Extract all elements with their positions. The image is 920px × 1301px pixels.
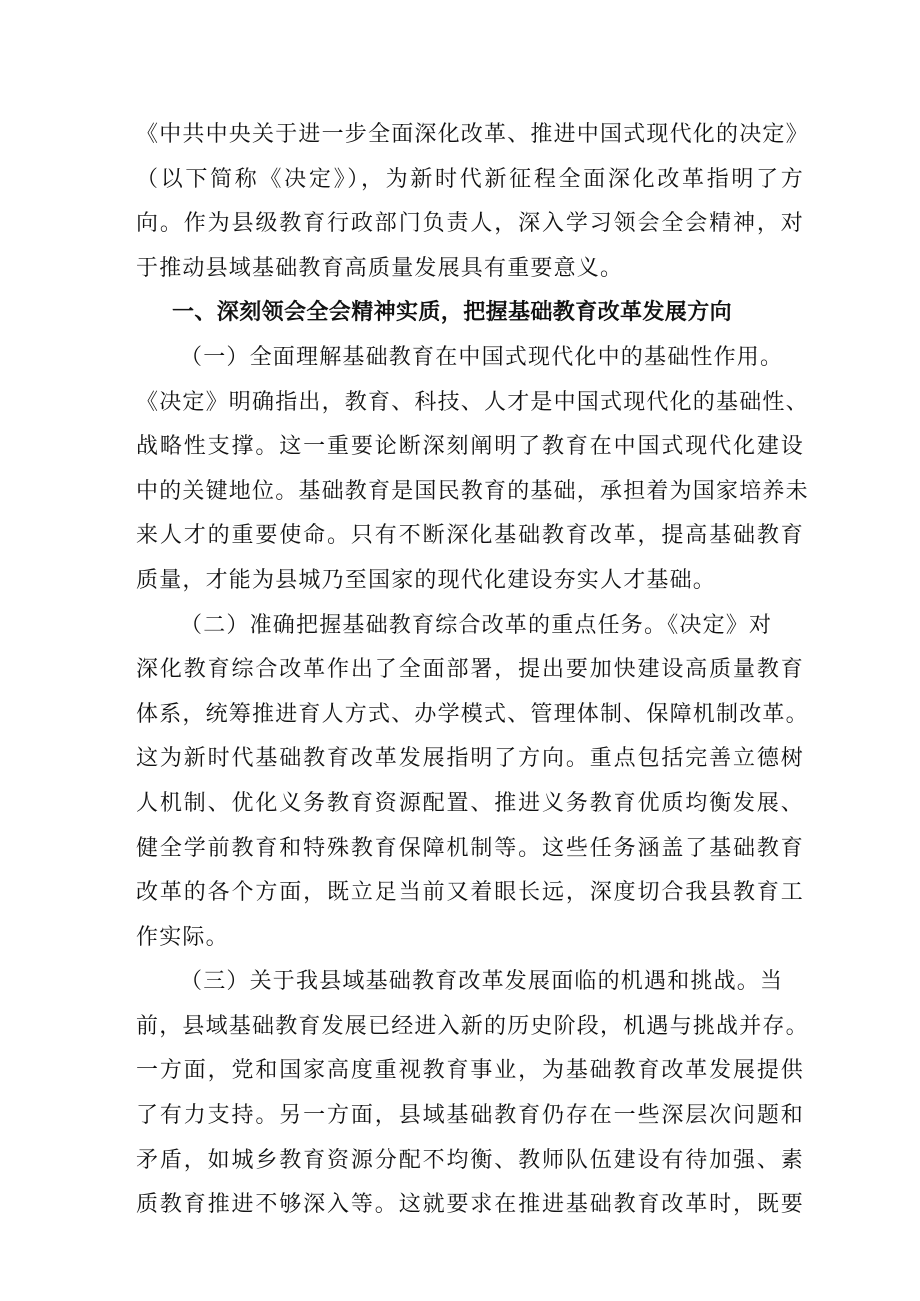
paragraph-line: 深化教育综合改革作出了全面部署，提出要加快建设高质量教育	[136, 657, 804, 683]
paragraph-line: 作实际。	[136, 924, 229, 950]
section-heading: 一、深刻领会全会精神实质，把握基础教育改革发展方向	[172, 300, 733, 326]
paragraph-line: 向。作为县级教育行政部门负责人，深入学习领会全会精神，对	[136, 211, 804, 237]
paragraph-line: 《决定》明确指出，教育、科技、人才是中国式现代化的基础性、	[136, 389, 809, 415]
paragraph-line: 战略性支撑。这一重要论断深刻阐明了教育在中国式现代化建设	[136, 434, 804, 460]
paragraph-line: 《中共中央关于进一步全面深化改革、推进中国式现代化的决定》	[136, 122, 809, 147]
paragraph-line: 于推动县域基础教育高质量发展具有重要意义。	[136, 255, 624, 281]
paragraph-line: （二）准确把握基础教育综合改革的重点任务。《决定》对	[180, 612, 773, 638]
paragraph-line: 前，县域基础教育发展已经进入新的历史阶段，机遇与挑战并存。	[136, 1013, 809, 1039]
paragraph-line: 了有力支持。另一方面，县域基础教育仍存在一些深层次问题和	[136, 1103, 804, 1129]
paragraph-line: 质教育推进不够深入等。这就要求在推进基础教育改革时，既要	[136, 1192, 804, 1218]
paragraph-line: 一方面，党和国家高度重视教育事业，为基础教育改革发展提供	[136, 1058, 804, 1084]
paragraph-line: 体系，统筹推进育人方式、办学模式、管理体制、保障机制改革。	[136, 701, 809, 727]
paragraph-line: （三）关于我县域基础教育改革发展面临的机遇和挑战。当	[180, 969, 784, 995]
paragraph-line: 改革的各个方面，既立足当前又着眼长远，深度切合我县教育工	[136, 880, 804, 906]
paragraph-line: 矛盾，如城乡教育资源分配不均衡、教师队伍建设有待加强、素	[136, 1147, 804, 1173]
paragraph-line: 来人才的重要使命。只有不断深化基础教育改革，提高基础教育	[136, 523, 804, 549]
paragraph-line: 这为新时代基础教育改革发展指明了方向。重点包括完善立德树	[136, 746, 804, 772]
paragraph-line: （以下简称《决定》），为新时代新征程全面深化改革指明了方	[136, 166, 804, 192]
paragraph-line: 中的关键地位。基础教育是国民教育的基础，承担着为国家培养未	[136, 478, 809, 504]
paragraph-line: 健全学前教育和特殊教育保障机制等。这些任务涵盖了基础教育	[136, 835, 804, 861]
paragraph-line: 人机制、优化义务教育资源配置、推进义务教育优质均衡发展、	[136, 790, 804, 816]
paragraph-line: （一）全面理解基础教育在中国式现代化中的基础性作用。	[180, 344, 784, 370]
paragraph-line: 质量，才能为县城乃至国家的现代化建设夯实人才基础。	[136, 567, 717, 593]
document-body	[136, 113, 809, 1228]
